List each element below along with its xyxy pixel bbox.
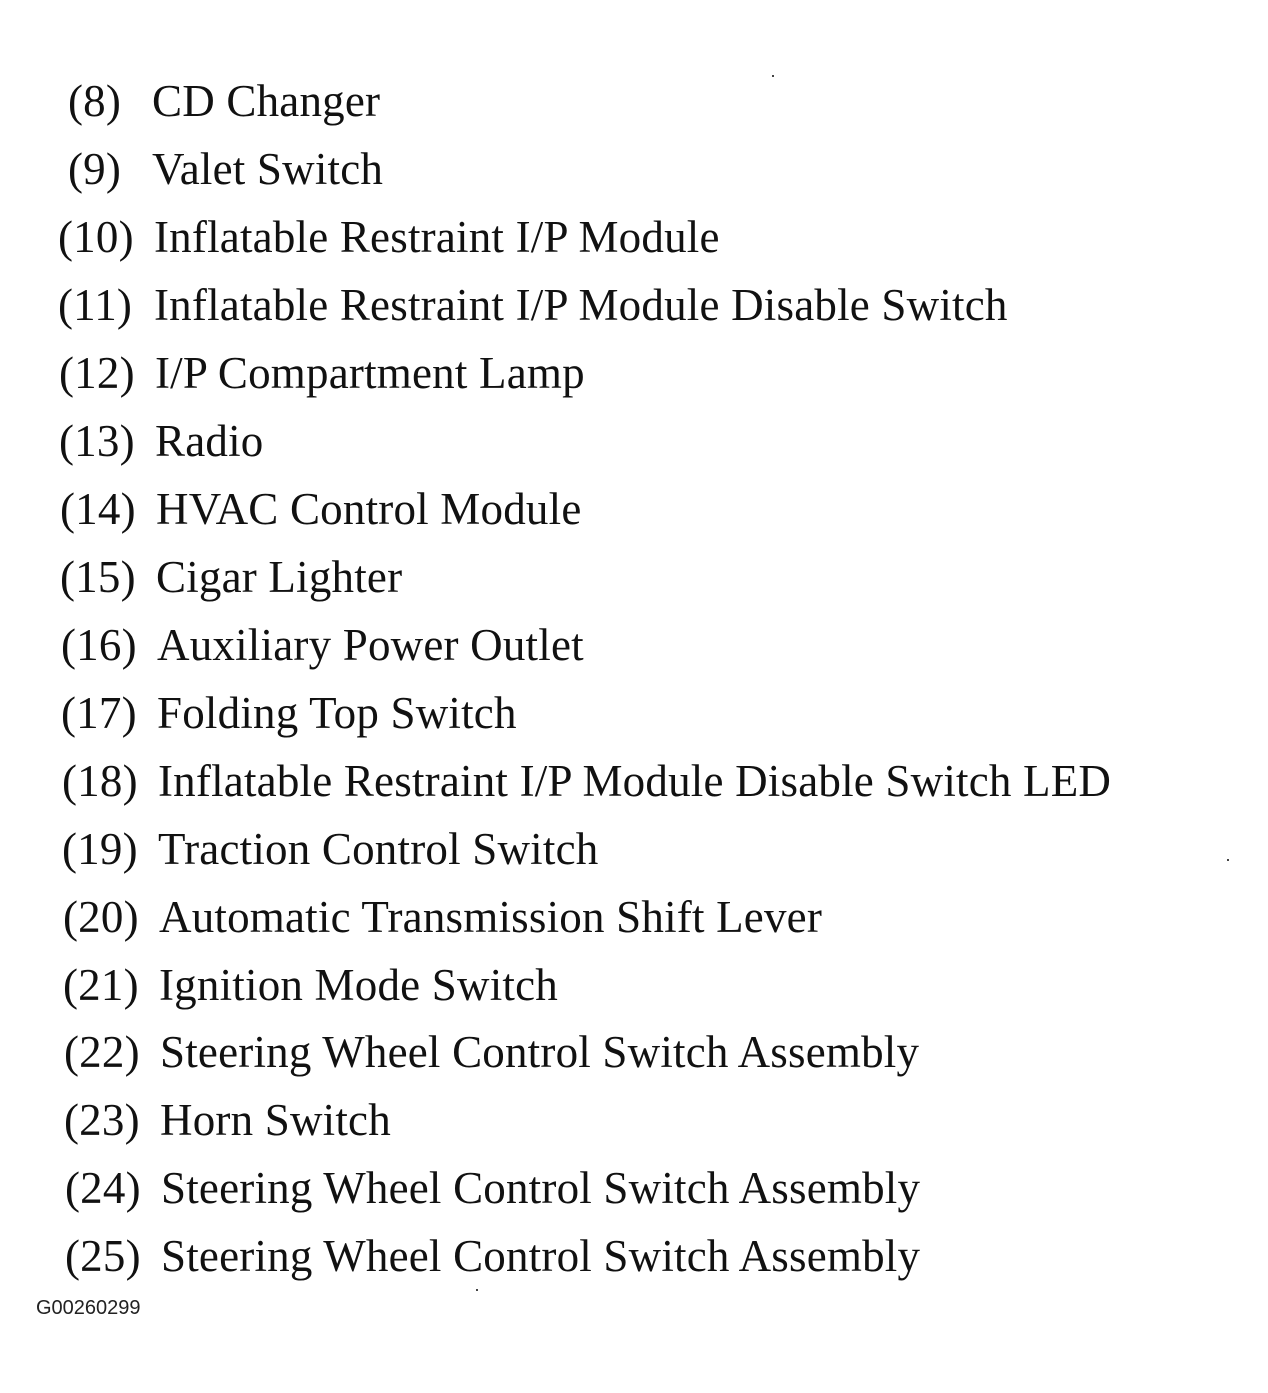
item-number: (23)	[64, 1095, 140, 1145]
item-number: (8)	[68, 76, 122, 126]
item-number: (22)	[64, 1027, 140, 1077]
item-label: Valet Switch	[152, 144, 384, 194]
item-number: (10)	[58, 212, 134, 262]
item-number: (19)	[62, 824, 138, 874]
legend-item	[68, 71, 380, 131]
item-number: (21)	[63, 960, 139, 1010]
legend-item	[64, 1022, 919, 1082]
figure-code: G00260299	[36, 1297, 141, 1319]
item-label: HVAC Control Module	[156, 484, 582, 534]
item-number: (25)	[65, 1231, 141, 1281]
legend-item	[64, 1090, 391, 1150]
item-label: Inflatable Restraint I/P Module	[154, 212, 720, 262]
legend-item	[68, 139, 383, 199]
item-label: Radio	[155, 416, 264, 466]
item-label: Inflatable Restraint I/P Module Disable Switch	[154, 280, 1008, 330]
legend-item	[61, 615, 584, 675]
item-label: Horn Switch	[160, 1095, 391, 1145]
legend-item	[65, 1158, 920, 1218]
item-number: (17)	[61, 688, 137, 738]
item-label: Inflatable Restraint I/P Module Disable Switch LED	[158, 756, 1112, 806]
legend-item	[60, 547, 402, 607]
legend-item	[65, 1226, 920, 1286]
scan-speck	[1227, 859, 1229, 861]
legend-item	[62, 819, 598, 879]
item-number: (18)	[62, 756, 138, 806]
item-number: (14)	[60, 484, 136, 534]
item-label: I/P Compartment Lamp	[155, 348, 585, 398]
legend-item	[58, 207, 720, 267]
scan-speck	[772, 75, 774, 77]
item-label: Traction Control Switch	[158, 824, 599, 874]
item-number: (11)	[58, 280, 133, 330]
item-number: (13)	[59, 416, 135, 466]
item-label: Ignition Mode Switch	[159, 960, 558, 1010]
legend-item	[62, 751, 1111, 811]
legend-item	[63, 887, 822, 947]
item-number: (20)	[63, 892, 139, 942]
legend-item	[58, 275, 1008, 335]
legend-item	[61, 683, 517, 743]
item-label: Steering Wheel Control Switch Assembly	[160, 1027, 920, 1077]
legend-item	[63, 955, 558, 1015]
item-label: Folding Top Switch	[157, 688, 517, 738]
item-label: Cigar Lighter	[156, 552, 403, 602]
item-label: CD Changer	[152, 76, 381, 126]
item-number: (15)	[60, 552, 136, 602]
item-label: Automatic Transmission Shift Lever	[159, 892, 823, 942]
scan-speck	[476, 1289, 478, 1291]
item-label: Auxiliary Power Outlet	[157, 620, 584, 670]
legend-item	[59, 411, 264, 471]
item-number: (12)	[59, 348, 135, 398]
item-label: Steering Wheel Control Switch Assembly	[161, 1163, 921, 1213]
item-number: (24)	[65, 1163, 141, 1213]
legend-item	[60, 479, 582, 539]
item-number: (9)	[68, 144, 122, 194]
item-label: Steering Wheel Control Switch Assembly	[161, 1231, 921, 1281]
legend-item	[59, 343, 585, 403]
item-number: (16)	[61, 620, 137, 670]
